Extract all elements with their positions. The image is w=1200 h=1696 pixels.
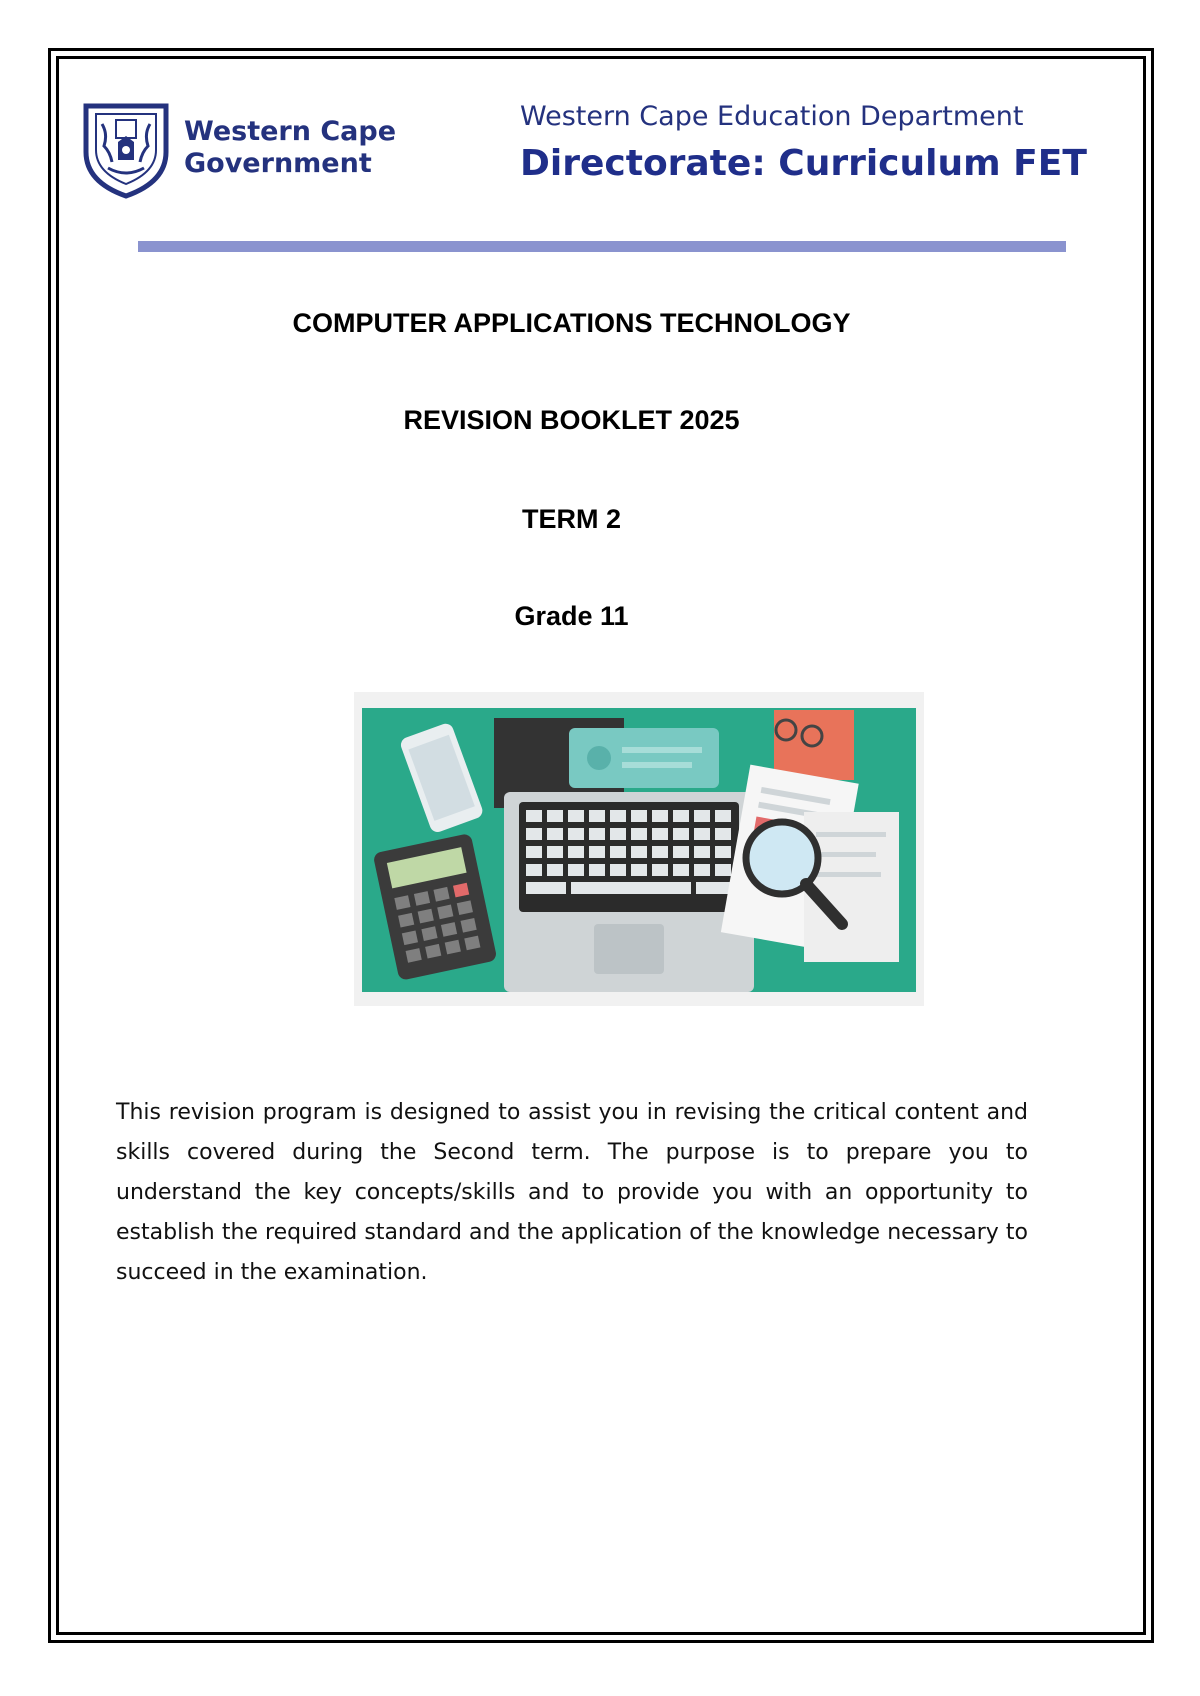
directorate-title: Directorate: Curriculum FET <box>520 143 1087 184</box>
intro-paragraph: This revision program is designed to assist you in revising the critical content and skills covered during the Second term. The purpose is to prepare you to understand the key concepts/skills and to provide you with an opportunity to establish the required standard and the application of the knowledge necessary to succeed in the examination. <box>116 1100 1028 1285</box>
term-label: TERM 2 <box>521 504 621 534</box>
header-divider <box>138 241 1066 252</box>
coat-of-arms-icon <box>78 100 174 200</box>
desk-workspace-illustration <box>354 692 924 1006</box>
logo-line-1: Western Cape <box>184 116 397 147</box>
booklet-title: REVISION BOOKLET 2025 <box>403 405 740 435</box>
subject-title: COMPUTER APPLICATIONS TECHNOLOGY <box>292 308 851 338</box>
logo-line-2: Government <box>184 148 372 179</box>
grade-label: Grade 11 <box>514 601 629 631</box>
department-name: Western Cape Education Department <box>520 101 1024 132</box>
logo-wordmark <box>184 116 396 180</box>
